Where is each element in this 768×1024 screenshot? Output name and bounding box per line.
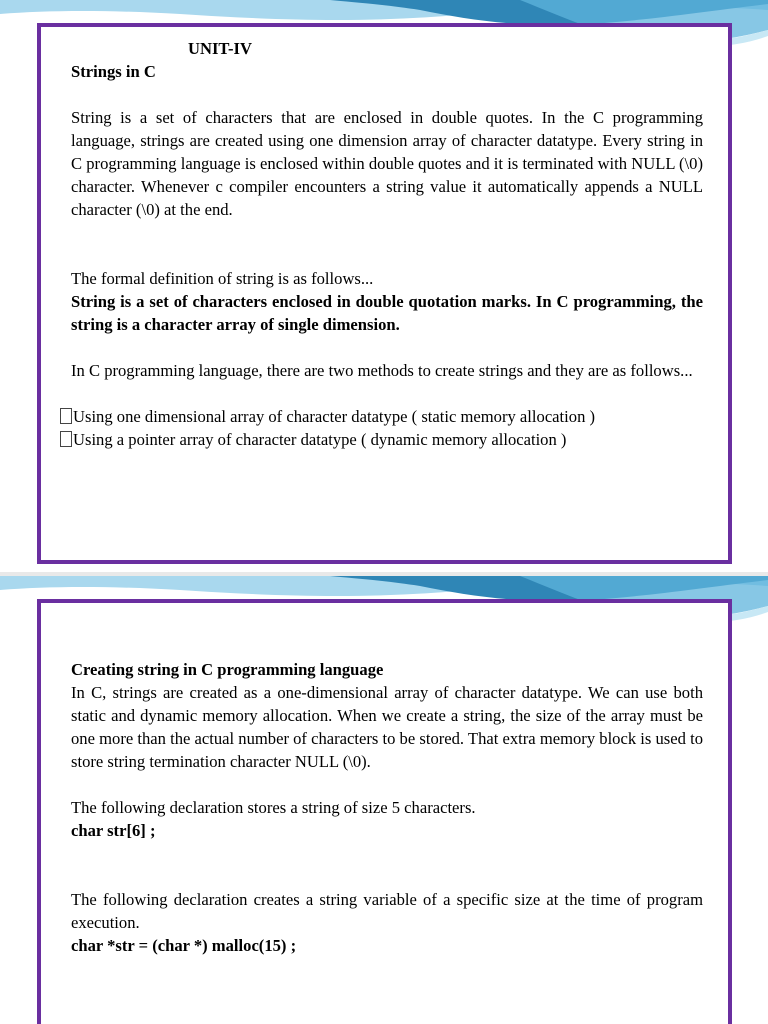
section-heading: Strings in C	[71, 62, 156, 81]
static-code: char str[6] ;	[71, 821, 156, 840]
list-item-text: Using a pointer array of character datatype ( dynamic memory allocation )	[73, 430, 567, 449]
static-intro: The following declaration stores a string of size 5 characters.	[71, 798, 476, 817]
dynamic-code: char *str = (char *) malloc(15) ;	[71, 936, 297, 955]
methods-intro: In C programming language, there are two methods to create strings and they are as follows...	[71, 361, 693, 380]
list-item-text: Using one dimensional array of character datatype ( static memory allocation )	[73, 407, 596, 426]
slide-2	[0, 576, 768, 1024]
missing-glyph-icon	[60, 431, 72, 447]
unit-label: UNIT-IV	[188, 39, 252, 58]
definition-intro: The formal definition of string is as follows...	[71, 269, 374, 288]
list-item	[60, 428, 566, 451]
dynamic-intro: The following declaration creates a string variable of a specific size at the time of program execution.	[71, 890, 703, 932]
definition-text: String is a set of characters enclosed in double quotation marks. In C programming, the string is a character array of single dimension.	[71, 292, 703, 334]
creation-paragraph: In C, strings are created as a one-dimensional array of character datatype. We can use both static and dynamic memory allocation. When we create a string, the size of the array must be one more than the actual number of characters to be stored. That extra memory block is used to store string termination character NULL (\0).	[71, 683, 703, 771]
section-heading: Creating string in C programming language	[71, 660, 384, 679]
intro-paragraph: String is a set of characters that are enclosed in double quotes. In the C programming language, strings are created using one dimension array of character datatype. Every string in C programming language is enclosed within double quotes and it is terminated with NULL (\0) character. Whenever c compiler encounters a string value it automatically appends a NULL character (\0) at the end.	[71, 108, 703, 219]
list-item	[60, 405, 595, 428]
missing-glyph-icon	[60, 408, 72, 424]
